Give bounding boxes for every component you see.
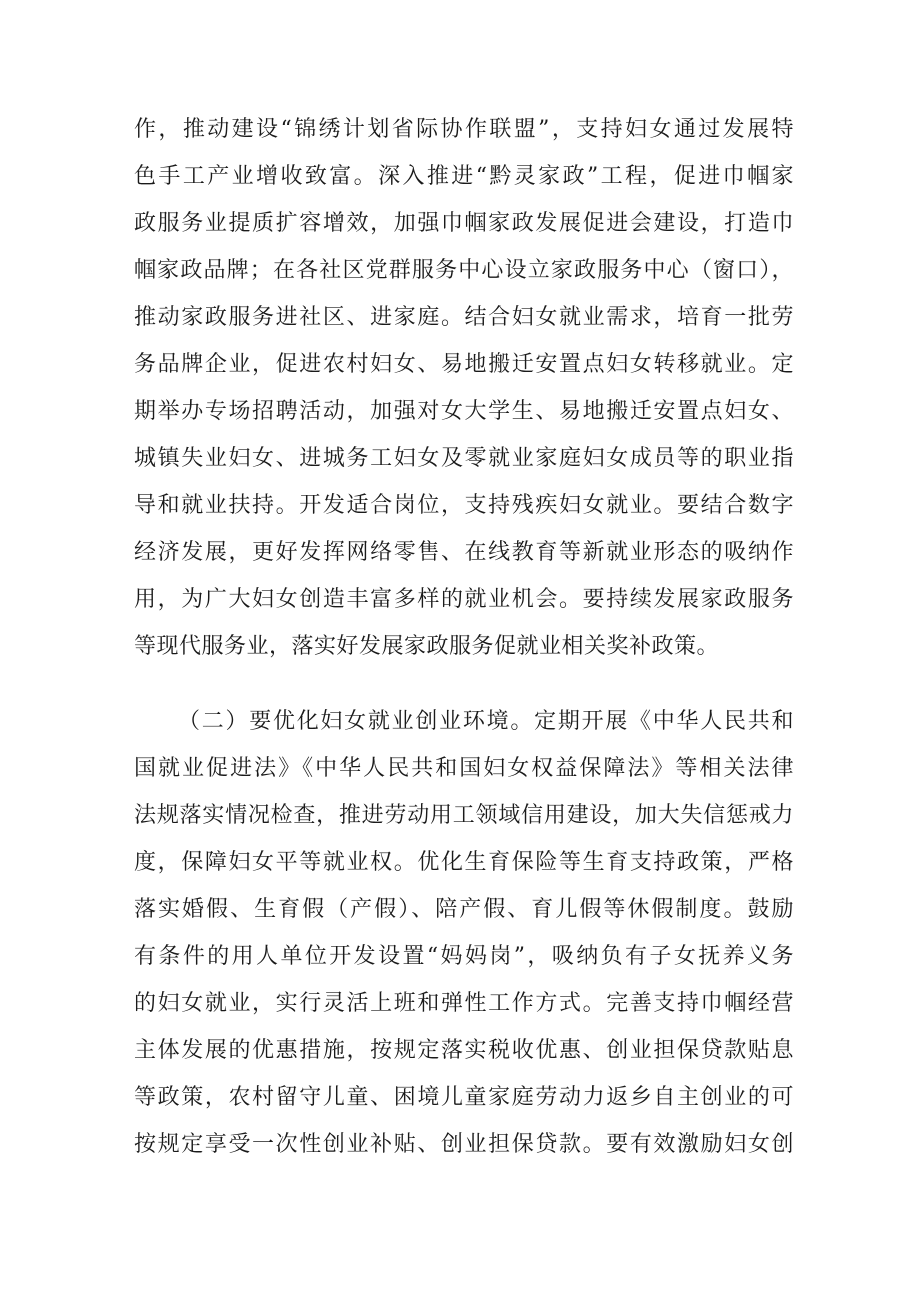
paragraph-optimize-environment xyxy=(134,698,794,1168)
text-line: 法规落实情况检查，推进劳动用工领域信用建设，加大失信惩戒力 xyxy=(134,803,794,828)
text-line: 经济发展，更好发挥网络零售、在线教育等新就业形态的吸纳作 xyxy=(134,540,794,565)
text-line: 政服务业提质扩容增效，加强巾帼家政发展促进会建设，打造巾 xyxy=(134,211,794,236)
text-line: 推动家政服务进社区、进家庭。结合妇女就业需求，培育一批劳 xyxy=(134,305,794,330)
text-line: 导和就业扶持。开发适合岗位，支持残疾妇女就业。要结合数字 xyxy=(134,493,794,518)
paragraph-employment-support xyxy=(134,106,794,670)
text-line: 色手工产业增收致富。深入推进“黔灵家政”工程，促进巾帼家 xyxy=(134,164,794,189)
text-line: 等政策，农村留守儿童、困境儿童家庭劳动力返乡自主创业的可 xyxy=(134,1085,794,1110)
text-line: 国就业促进法》《中华人民共和国妇女权益保障法》等相关法律 xyxy=(134,756,794,781)
text-line: 落实婚假、生育假（产假）、陪产假、育儿假等休假制度。鼓励 xyxy=(134,897,794,922)
text-line: 按规定享受一次性创业补贴、创业担保贷款。要有效激励妇女创 xyxy=(134,1132,794,1157)
text-line: 主体发展的优惠措施，按规定落实税收优惠、创业担保贷款贴息 xyxy=(134,1038,794,1063)
text-line: 期举办专场招聘活动，加强对女大学生、易地搬迁安置点妇女、 xyxy=(134,399,794,424)
text-line: 用，为广大妇女创造丰富多样的就业机会。要持续发展家政服务 xyxy=(134,587,794,612)
text-line: 度，保障妇女平等就业权。优化生育保险等生育支持政策，严格 xyxy=(134,850,794,875)
text-line: 作，推动建设“锦绣计划省际协作联盟”，支持妇女通过发展特 xyxy=(134,117,794,142)
text-line: 有条件的用人单位开发设置“妈妈岗”，吸纳负有子女抚养义务 xyxy=(134,944,794,969)
text-line: 的妇女就业，实行灵活上班和弹性工作方式。完善支持巾帼经营 xyxy=(134,991,794,1016)
text-line: （二）要优化妇女就业创业环境。定期开展《中华人民共和 xyxy=(178,709,794,734)
text-line: 帼家政品牌；在各社区党群服务中心设立家政服务中心（窗口）， xyxy=(134,258,794,283)
text-line: 等现代服务业，落实好发展家政服务促就业相关奖补政策。 xyxy=(134,634,720,659)
text-line: 务品牌企业，促进农村妇女、易地搬迁安置点妇女转移就业。定 xyxy=(134,352,794,377)
text-line: 城镇失业妇女、进城务工妇女及零就业家庭妇女成员等的职业指 xyxy=(134,446,794,471)
